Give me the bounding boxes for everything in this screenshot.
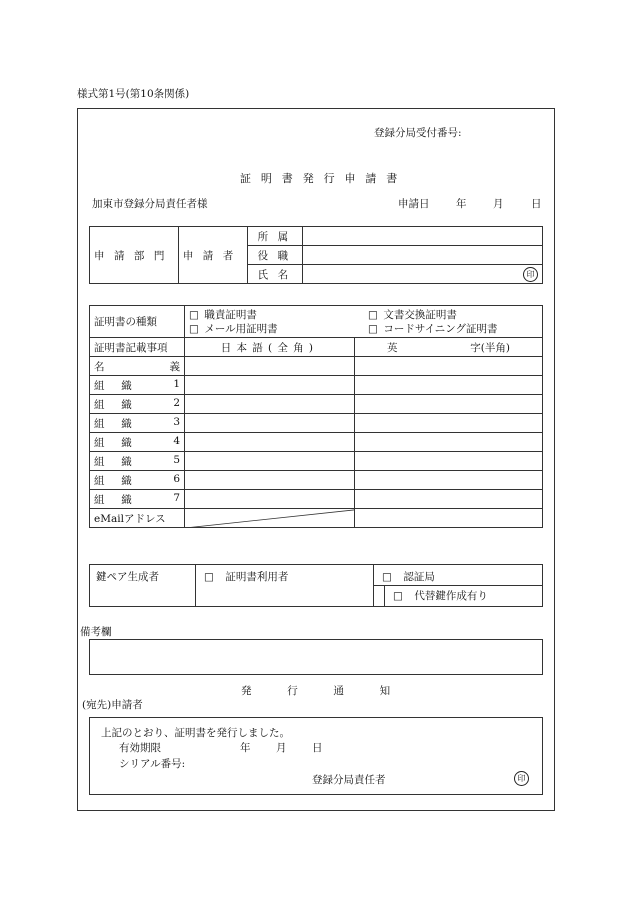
name-field[interactable] bbox=[302, 265, 542, 284]
table-row bbox=[90, 433, 543, 452]
table-row bbox=[90, 357, 543, 376]
row-label: 組織 7 bbox=[94, 491, 180, 506]
english-field[interactable] bbox=[355, 471, 543, 490]
serial-label: シリアル番号: bbox=[119, 758, 186, 770]
japanese-field[interactable] bbox=[185, 376, 355, 395]
row-label: 組織 6 bbox=[94, 472, 180, 487]
japanese-field[interactable] bbox=[185, 395, 355, 414]
column-japanese: 日本語(全角) bbox=[220, 341, 319, 354]
row-label: 組織 2 bbox=[94, 396, 180, 411]
japanese-field[interactable] bbox=[185, 414, 355, 433]
japanese-field[interactable] bbox=[185, 471, 355, 490]
english-field[interactable] bbox=[355, 433, 543, 452]
validity-label: 有効期限 bbox=[119, 742, 161, 754]
table-row bbox=[90, 376, 543, 395]
japanese-field[interactable] bbox=[185, 452, 355, 471]
affiliation-label: 所属 bbox=[257, 230, 298, 243]
notice-message: 上記のとおり、証明書を発行しました。 bbox=[101, 727, 290, 739]
notice-box bbox=[89, 717, 543, 795]
notice-recipient: (宛先)申請者 bbox=[82, 699, 143, 711]
option-user[interactable]: □ 証明書利用者 bbox=[196, 565, 374, 606]
reception-number-label: 登録分局受付番号: bbox=[374, 127, 462, 139]
table-row bbox=[90, 395, 543, 414]
notice-title: 発行通知 bbox=[241, 685, 426, 697]
checkbox-icon[interactable]: □ bbox=[189, 309, 199, 321]
email-japanese-disabled bbox=[185, 509, 355, 528]
validity-month: 月 bbox=[276, 742, 287, 754]
seal-icon: 印 bbox=[514, 771, 529, 786]
english-field[interactable] bbox=[355, 395, 543, 414]
date-year: 年 bbox=[456, 198, 467, 210]
keypair-label: 鍵ペア生成者 bbox=[96, 571, 159, 583]
checkbox-icon[interactable]: □ bbox=[189, 323, 199, 335]
option-mail-cert[interactable]: □ メール用証明書 bbox=[189, 323, 278, 335]
table-row bbox=[90, 452, 543, 471]
department-label: 申請部門 bbox=[94, 249, 174, 262]
seal-icon: 印 bbox=[523, 267, 538, 282]
row-label: 名 義 bbox=[94, 360, 180, 373]
form-title: 証明書発行申請書 bbox=[240, 172, 408, 185]
validity-day: 日 bbox=[312, 742, 323, 754]
certificate-table bbox=[89, 305, 543, 528]
issuer-label: 登録分局責任者 bbox=[312, 774, 386, 786]
addressee: 加東市登録分局責任者様 bbox=[92, 198, 208, 210]
option-ca[interactable]: □ 認証局 bbox=[374, 565, 542, 586]
affiliation-field[interactable] bbox=[302, 227, 542, 246]
english-field[interactable] bbox=[355, 452, 543, 471]
position-label: 役職 bbox=[257, 249, 298, 262]
english-field[interactable] bbox=[355, 490, 543, 509]
option-document-cert[interactable]: □ 文書交換証明書 bbox=[368, 309, 457, 321]
email-field[interactable] bbox=[355, 509, 543, 528]
option-alt-key[interactable]: □ 代替鍵作成有り bbox=[384, 585, 542, 606]
remarks-field[interactable] bbox=[89, 639, 543, 675]
name-label: 氏名 bbox=[257, 268, 298, 281]
row-label: 組織 3 bbox=[94, 415, 180, 430]
cert-type-label: 証明書の種類 bbox=[94, 316, 157, 328]
remarks-label: 備考欄 bbox=[80, 626, 112, 638]
japanese-field[interactable] bbox=[185, 490, 355, 509]
checkbox-icon[interactable]: □ bbox=[382, 571, 392, 583]
column-english-b: 字(半角) bbox=[470, 341, 510, 354]
date-month: 月 bbox=[493, 198, 504, 210]
position-field[interactable] bbox=[302, 246, 542, 265]
english-field[interactable] bbox=[355, 357, 543, 376]
cert-type-options bbox=[185, 306, 543, 338]
option-codesign-cert[interactable]: □ コードサイニング証明書 bbox=[368, 323, 498, 335]
english-field[interactable] bbox=[355, 376, 543, 395]
form-number: 様式第1号(第10条関係) bbox=[77, 88, 190, 100]
checkbox-icon[interactable]: □ bbox=[393, 590, 403, 602]
english-field[interactable] bbox=[355, 414, 543, 433]
checkbox-icon[interactable]: □ bbox=[204, 571, 214, 583]
row-label: 組織 4 bbox=[94, 434, 180, 449]
japanese-field[interactable] bbox=[185, 433, 355, 452]
table-row bbox=[90, 414, 543, 433]
email-label: eMailアドレス bbox=[94, 512, 166, 525]
table-row bbox=[90, 490, 543, 509]
applicant-label: 申請者 bbox=[182, 249, 243, 262]
row-label: 組織 1 bbox=[94, 377, 180, 392]
option-duty-cert[interactable]: □ 職責証明書 bbox=[189, 309, 257, 321]
checkbox-icon[interactable]: □ bbox=[368, 309, 378, 321]
row-label: 組織 5 bbox=[94, 453, 180, 468]
keypair-section bbox=[89, 564, 543, 607]
date-day: 日 bbox=[531, 198, 542, 210]
checkbox-icon[interactable]: □ bbox=[368, 323, 378, 335]
application-date-label: 申請日 bbox=[398, 198, 430, 210]
diagonal-line bbox=[185, 509, 354, 528]
validity-year: 年 bbox=[240, 742, 251, 754]
applicant-table bbox=[89, 226, 543, 284]
items-header-label: 証明書記載事項 bbox=[94, 341, 168, 354]
table-row bbox=[90, 471, 543, 490]
column-english-a: 英 bbox=[387, 341, 398, 354]
japanese-field[interactable] bbox=[185, 357, 355, 376]
